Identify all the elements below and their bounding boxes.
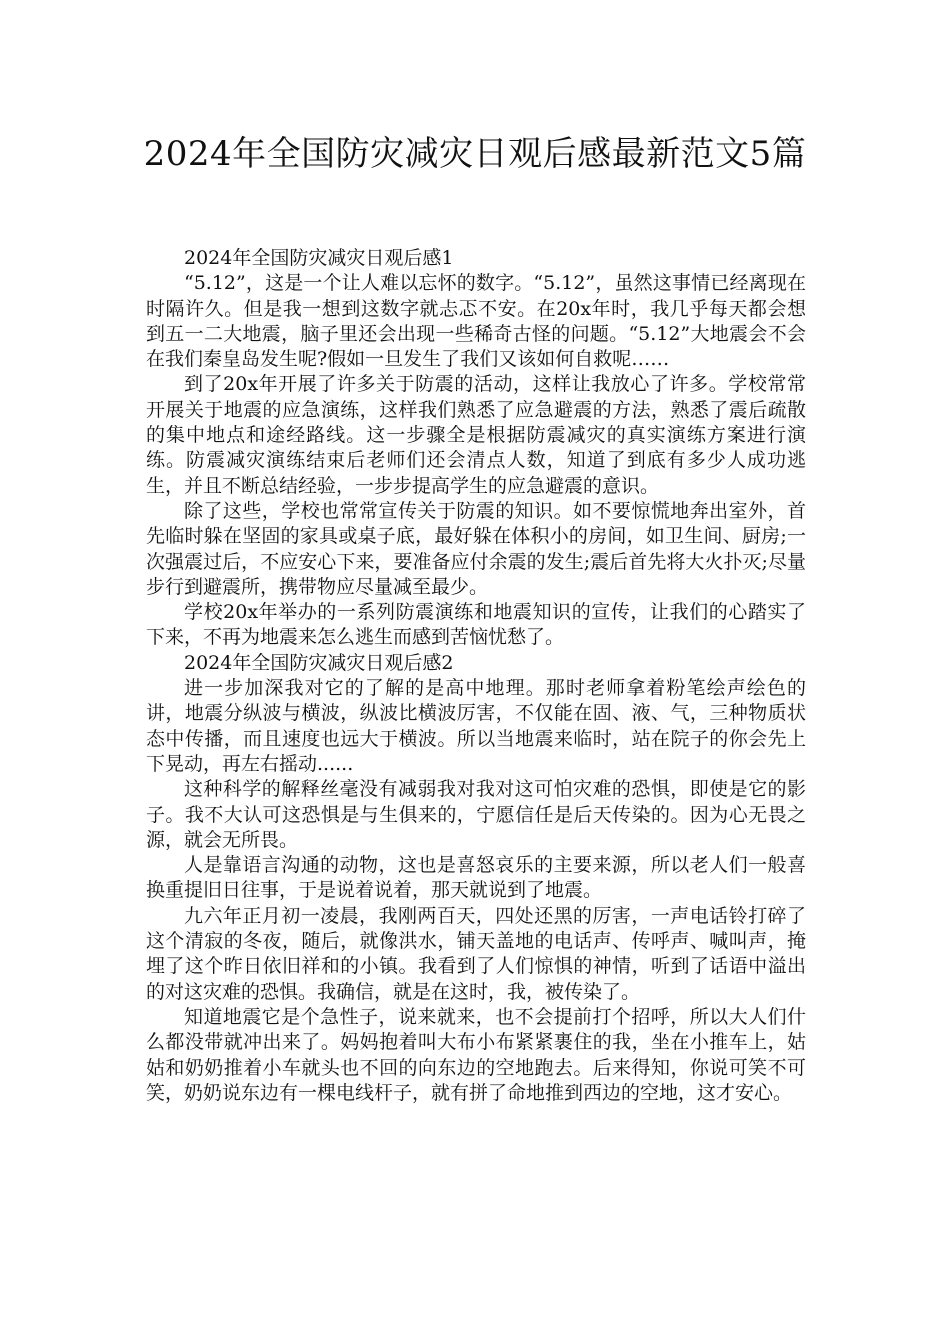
paragraph: 除了这些，学校也常常宣传关于防震的知识。如不要惊慌地奔出室外，首先临时躲在坚固的家具或桌子底，最好躲在体积小的房间，如卫生间、厨房;一次强震过后，不应安心下来，要准备应付余震的发生;震后首先将大火扑灭;尽量步行到避震所，携带物应尽量减至最少。 xyxy=(146,499,806,598)
section-heading-2: 2024年全国防灾减灾日观后感2 xyxy=(184,651,454,674)
section-heading-1: 2024年全国防灾减灾日观后感1 xyxy=(184,247,454,269)
document-title: 2024年全国防灾减灾日观后感最新范文5篇 xyxy=(143,134,807,174)
paragraph: 进一步加深我对它的了解的是高中地理。那时老师拿着粉笔绘声绘色的讲，地震分纵波与横波，纵波比横波厉害，不仅能在固、液、气，三种物质状态中传播，而且速度也远大于横波。所以当地震来临时，站在院子的你会先上下晃动，再左右摇动...... xyxy=(146,677,806,775)
document-body xyxy=(146,246,806,1106)
paragraph: 知道地震它是个急性子，说来就来，也不会提前打个招呼，所以大人们什么都没带就冲出来了。妈妈抱着叫大布小布紧紧裹住的我，坐在小推车上，姑姑和奶奶推着小车就头也不回的向东边的空地跑去。后来得知，你说可笑不可笑，奶奶说东边有一棵电线杆子，就有拼了命地推到西边的空地，这才安心。 xyxy=(146,1005,806,1104)
paragraph: “5.12”，这是一个让人难以忘怀的数字。“5.12”，虽然这事情已经离现在时隔许久。但是我一想到这数字就忐忑不安。在20x年时，我几乎每天都会想到五一二大地震，脑子里还会出现一些稀奇古怪的问题。“5.12”大地震会不会在我们秦皇岛发生呢?假如一旦发生了我们又该如何自救呢…… xyxy=(146,272,806,371)
paragraph: 人是靠语言沟通的动物，这也是喜怒哀乐的主要来源，所以老人们一般喜换重提旧日往事，于是说着说着，那天就说到了地震。 xyxy=(146,854,806,902)
paragraph: 到了20x年开展了许多关于防震的活动，这样让我放心了许多。学校常常开展关于地震的应急演练，这样我们熟悉了应急避震的方法，熟悉了震后疏散的集中地点和途经路线。这一步骤全是根据防震减灾的真实演练方案进行演练。防震减灾演练结束后老师们还会清点人数，知道了到底有多少人成功逃生，并且不断总结经验，一步步提高学生的应急避震的意识。 xyxy=(146,373,806,497)
paragraph: 这种科学的解释丝毫没有减弱我对我对这可怕灾难的恐惧，即使是它的影子。我不大认可这恐惧是与生俱来的，宁愿信任是后天传染的。因为心无畏之源，就会无所畏。 xyxy=(146,778,806,851)
paragraph: 学校20x年举办的一系列防震演练和地震知识的宣传，让我们的心踏实了下来，不再为地震来怎么逃生而感到苦恼忧愁了。 xyxy=(146,601,806,649)
paragraph: 九六年正月初一凌晨，我刚两百天，四处还黑的厉害，一声电话铃打碎了这个清寂的冬夜，随后，就像洪水，铺天盖地的电话声、传呼声、喊叫声，掩埋了这个昨日依旧祥和的小镇。我看到了人们惊惧的神情，听到了话语中溢出的对这灾难的恐惧。我确信，就是在这时，我，被传染了。 xyxy=(146,904,806,1003)
